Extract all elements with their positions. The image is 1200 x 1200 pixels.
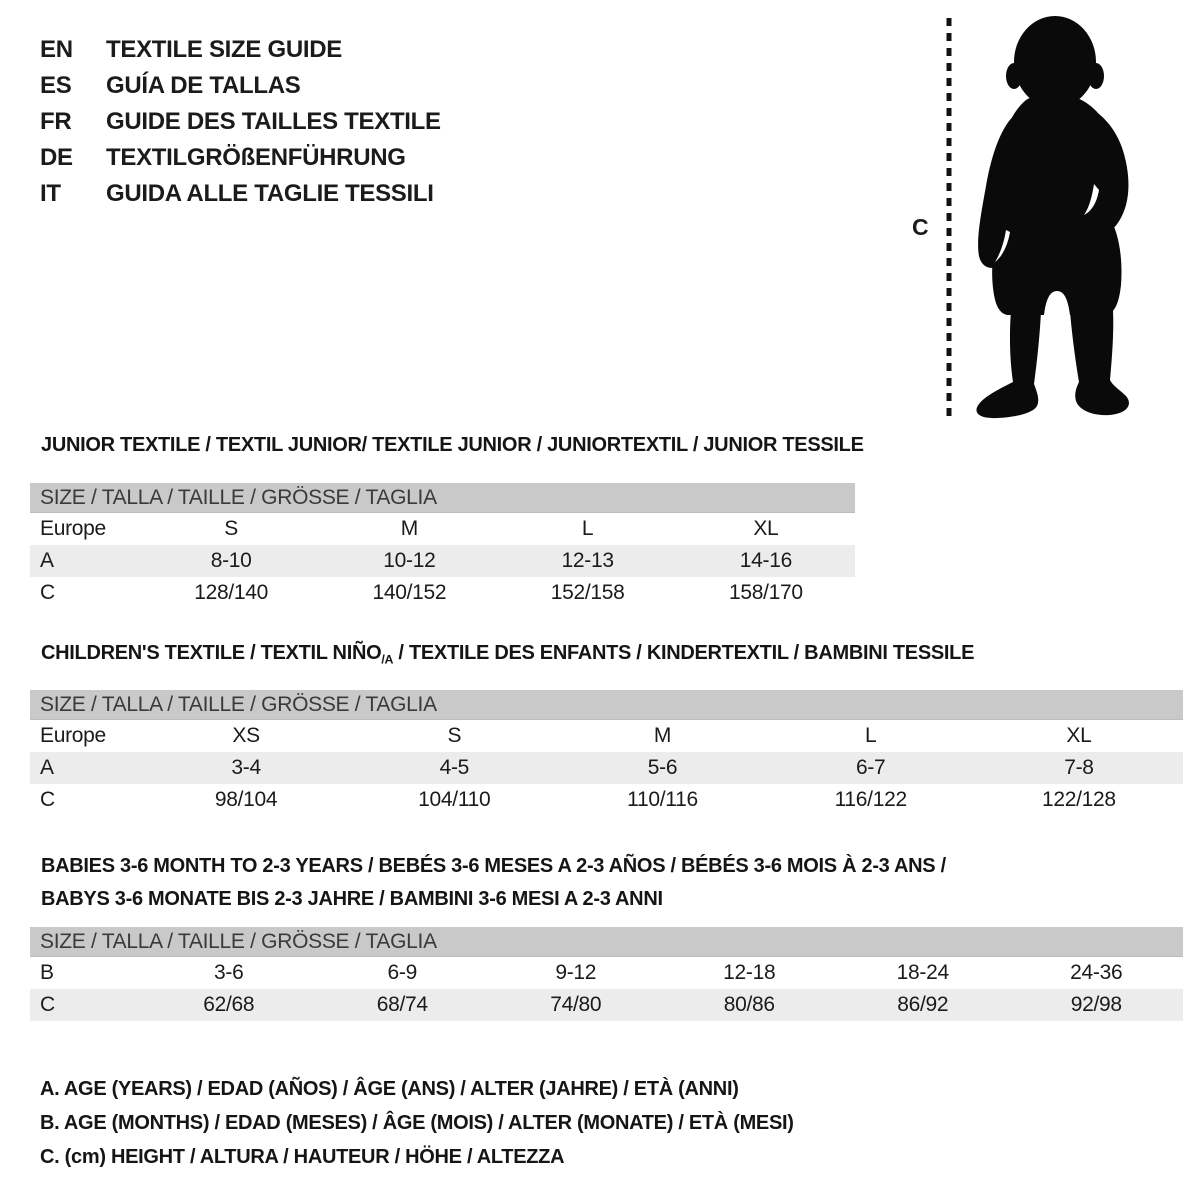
row-label-c: C <box>40 993 55 1016</box>
row-label-c: C <box>40 788 55 811</box>
col-header: XS <box>232 724 260 747</box>
table-cell: 140/152 <box>372 581 447 604</box>
children-europe-row <box>30 720 1183 752</box>
table-cell: 5-6 <box>647 756 678 779</box>
junior-europe-row <box>30 513 855 545</box>
table-cell: 18-24 <box>896 961 949 984</box>
junior-height-row <box>30 577 855 609</box>
guide-title-fr: GUIDE DES TAILLES TEXTILE <box>106 108 441 135</box>
table-cell: 122/128 <box>1042 788 1116 811</box>
col-header: S <box>447 724 462 747</box>
table-cell: 12-18 <box>723 961 776 984</box>
table-cell: 92/98 <box>1070 993 1122 1016</box>
table-cell: 4-5 <box>439 756 470 779</box>
babies-title-line2: BABYS 3-6 MONATE BIS 2-3 JAHRE / BAMBINI 3-6 MESI A 2-3 ANNI <box>41 888 663 910</box>
junior-age-row <box>30 545 855 577</box>
children-height-row <box>30 784 1183 816</box>
table-cell: 110/116 <box>627 788 698 811</box>
table-cell: 62/68 <box>203 993 255 1016</box>
language-code: EN <box>40 36 73 63</box>
language-row-es <box>40 68 441 104</box>
table-cell: 9-12 <box>555 961 597 984</box>
table-cell: 80/86 <box>723 993 775 1016</box>
guide-title-de: TEXTILGRÖßENFÜHRUNG <box>106 144 406 171</box>
table-cell: 6-9 <box>387 961 417 984</box>
children-title-prefix: CHILDREN'S TEXTILE / TEXTIL NIÑO <box>41 642 382 664</box>
language-row-it <box>40 176 441 212</box>
row-label-c: C <box>40 581 55 604</box>
row-label-a: A <box>40 549 54 572</box>
legend-line-a: A. AGE (YEARS) / EDAD (AÑOS) / ÂGE (ANS) / ALTER (JAHRE) / ETÀ (ANNI) <box>40 1078 739 1100</box>
guide-title-it: GUIDA ALLE TAGLIE TESSILI <box>106 180 434 207</box>
children-title-subscript: /A <box>381 652 394 667</box>
language-row-de <box>40 140 441 176</box>
junior-size-table <box>30 483 855 609</box>
table-cell: 24-36 <box>1070 961 1123 984</box>
language-code: DE <box>40 144 73 171</box>
table-cell: 128/140 <box>194 581 269 604</box>
measurement-legend <box>40 1072 794 1174</box>
table-cell: 10-12 <box>383 549 436 572</box>
table-cell: 14-16 <box>739 549 792 572</box>
table-cell: 68/74 <box>376 993 428 1016</box>
legend-line-b: B. AGE (MONTHS) / EDAD (MESES) / ÂGE (MOIS) / ALTER (MONATE) / ETÀ (MESI) <box>40 1112 794 1134</box>
guide-title-en: TEXTILE SIZE GUIDE <box>106 36 342 63</box>
table-cell: 104/110 <box>418 788 491 811</box>
babies-section-title <box>41 850 946 916</box>
col-header: L <box>865 724 877 747</box>
row-label-b: B <box>40 961 54 984</box>
children-section-title <box>41 642 974 666</box>
guide-title-es: GUÍA DE TALLAS <box>106 72 301 99</box>
row-label-europe: Europe <box>40 724 106 747</box>
table-cell: 3-6 <box>214 961 244 984</box>
table-cell: 3-4 <box>231 756 261 779</box>
babies-height-row <box>30 989 1183 1021</box>
table-cell: 86/92 <box>897 993 949 1016</box>
col-header: XL <box>753 517 779 540</box>
language-code: FR <box>40 108 72 135</box>
table-cell: 152/158 <box>550 581 625 604</box>
col-header: M <box>400 517 418 540</box>
table-cell: 6-7 <box>855 756 886 779</box>
size-header-bar: SIZE / TALLA / TAILLE / GRÖSSE / TAGLIA <box>30 690 1183 720</box>
children-title-suffix: / TEXTILE DES ENFANTS / KINDERTEXTIL / BAMBINI TESSILE <box>393 642 975 664</box>
col-header: S <box>224 517 238 540</box>
children-age-row <box>30 752 1183 784</box>
size-header-bar: SIZE / TALLA / TAILLE / GRÖSSE / TAGLIA <box>30 927 1183 957</box>
babies-title-line1: BABIES 3-6 MONTH TO 2-3 YEARS / BEBÉS 3-6 MESES A 2-3 AÑOS / BÉBÉS 3-6 MOIS À 2-3 ANS / <box>41 855 946 877</box>
row-label-a: A <box>40 756 54 779</box>
size-header-bar: SIZE / TALLA / TAILLE / GRÖSSE / TAGLIA <box>30 483 855 513</box>
table-cell: 7-8 <box>1064 756 1094 779</box>
table-cell: 98/104 <box>214 788 278 811</box>
language-title-list <box>40 32 441 212</box>
junior-section-title: JUNIOR TEXTILE / TEXTIL JUNIOR/ TEXTILE JUNIOR / JUNIORTEXTIL / JUNIOR TESSILE <box>41 434 864 456</box>
language-row-en <box>40 32 441 68</box>
babies-age-months-row <box>30 957 1183 989</box>
toddler-silhouette-icon <box>966 14 1138 420</box>
table-cell: 8-10 <box>210 549 252 572</box>
table-cell: 12-13 <box>561 549 614 572</box>
children-size-table <box>30 690 1183 816</box>
row-label-europe: Europe <box>40 517 106 540</box>
babies-size-table <box>30 927 1183 1021</box>
table-cell: 74/80 <box>550 993 602 1016</box>
legend-line-c: C. (cm) HEIGHT / ALTURA / HAUTEUR / HÖHE / ALTEZZA <box>40 1146 565 1168</box>
height-measure-dashed-line <box>946 18 952 416</box>
language-code: IT <box>40 180 61 207</box>
col-header: XL <box>1066 724 1092 747</box>
language-row-fr <box>40 104 441 140</box>
col-header: M <box>653 724 672 747</box>
height-measure-label: C <box>912 214 929 240</box>
col-header: L <box>581 517 594 540</box>
table-cell: 158/170 <box>728 581 803 604</box>
language-code: ES <box>40 72 72 99</box>
table-cell: 116/122 <box>834 788 907 811</box>
